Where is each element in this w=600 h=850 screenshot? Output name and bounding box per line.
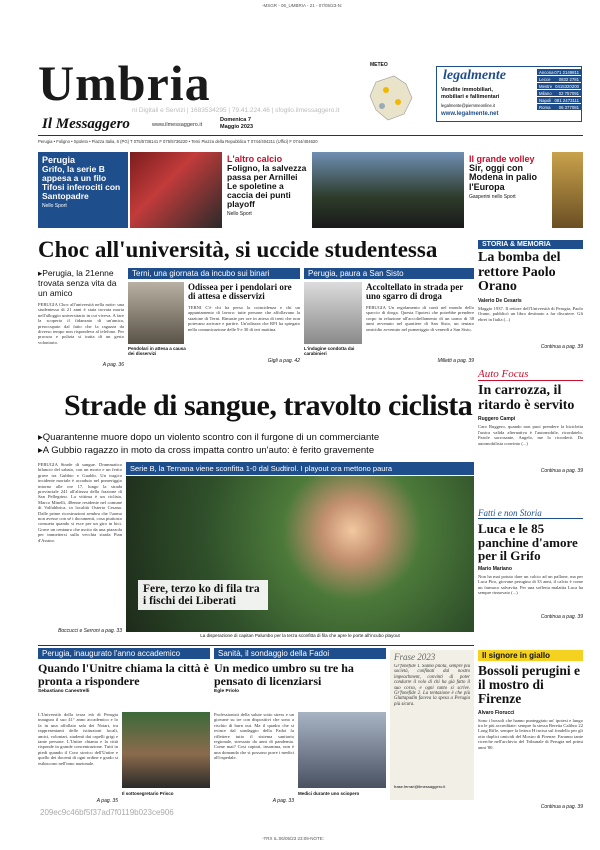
ad-phone: 02 757091 [558,90,579,96]
ad-line1: Vendite immobiliari, [441,87,493,93]
ad-city: Ancona [539,69,554,75]
sansisto-page: Milletti a pag. 39 [437,358,474,364]
ad-phone: 06 377081 [558,104,579,110]
terni-box [128,268,300,368]
section-header: Terni, una giornata da incubo sui binari [128,268,300,279]
sansisto-photo [304,282,362,344]
cycle-text: PERUGIA Strade di sangue. Drammatico bilancio del sabato, con un morto e un ferito grave tra Gubbio e Gualdo. Un tragico incidente mortale è accaduto nel pomeriggio intorno alle ore 17, lungo la strada provinciale 241 all'altezza della frazione di San Pellegrino. La vittima è un ciclista, Marco Minelli, 40enne residente nel comune di Valfabbrica, in località Osteria Cesana. Dalle prime ricostruzioni sembra che l'uomo non avesse con sé i documenti, cosa piuttosto consueta quando si esce per un giro in bici. Grave un centauro che uscito da una piazzola per immettersi sulla vecchia strada Pian d'Assino. [38,462,122,543]
sanita-caption: Medici durante uno sciopero [298,791,360,796]
cycle-headline[interactable]: Strade di sangue, travolto ciclista [64,389,473,422]
accad-page: A pag. 35 [96,798,118,804]
section-header: Perugia, inaugurato l'anno accademico [38,648,210,659]
sanita-photo [298,712,386,788]
lead-headline[interactable]: Choc all'università, si uccide studentessa [38,237,438,262]
contacts: Perugia • Foligno • Spoleto • Piazza Italia, 6 (PG) T 075/5736141 F 075/5736220 • Terni Piazza della Repubblica T 0744/404211 (Uffici) F 0744/404620 [38,139,318,144]
teaser-photo-fans [130,152,222,228]
barcode: 209ec9c46bf5f37ad7f0119b023ce906 [40,808,174,817]
sansisto-text: PERUGIA Un regolamento di conti nel mondo dello spaccio di droga. Questa l'ipotesi che potrebbe prendere corpo in relazione all'accoltellamento di un uomo di 38 anni avvenuto nel quartiere di San Sisto, un tentato omicidio avvenuto nel pomeriggio di venerdì a San Sisto. [366,305,474,332]
teaser-text: Grifo, la serie B appesa a un filo Tifosi inferociti con Santopadre [42,164,121,201]
issue-month: Maggio 2023 [220,124,254,130]
fatti-headline[interactable]: Luca e le 85 panchine d'amore per il Grifo [478,521,578,564]
lead-text: PERUGIA Choc all'università nella notte: una studentessa di 21 anni è stata trovata morta nell'alloggio universitario in cui viveva. A fare la scoperta il fidanzato di un'amica, preoccupato dal fatto che la ragazza da diverso tempo non rispondeva al telefono. Per procura e polizia si tratta di un gesto volontario. [38,302,124,345]
lead-column [38,268,124,368]
section-header: Serie B, la Ternana viene sconfitta 1-0 dal Sudtirol. I playout ora mettono paura [126,462,474,475]
lead-page: A pag. 36 [102,362,124,368]
ad-city: Napoli [539,97,552,103]
teaser-perugia[interactable] [38,152,128,228]
terni-headline[interactable]: Odissea per i pendolari ore di attesa e disservizi [188,282,292,302]
frase-box [390,650,474,800]
top-code: -MSGR - 06_UMBRIA - 21 - 07/05/23-N: [262,3,343,8]
masthead-title: Umbria [38,55,211,111]
cycle-sub2: ▸A Gubbio ragazzo in moto da cross impatta contro un'auto: è ferito gravemente [38,445,375,456]
ad-city: Mestre [539,83,553,89]
section-header: STORIA & MEMORIA [478,240,583,249]
ad-city-row [537,97,581,103]
paper-url[interactable]: www.ilmessaggero.it [152,122,203,128]
teaser-photo-player [312,152,464,228]
autofocus-text: Caro Ruggero, quando non puoi prendere la bicicletta l'unica valida alternativa è l'automobile, ricordatelo. Parole sacrosante, Angelo, me lo ricorderò. Da automobilista convinto (...) [478,424,583,446]
signore-header: Il signore in giallo [478,650,583,661]
frase-header: Frase 2023 [394,652,436,662]
sanita-author: Egle Priolo [214,689,240,695]
sansisto-box [304,268,474,368]
section-header: Sanità, il sondaggio della Fadoi [214,648,386,659]
issue-day: Domenica 7 [220,117,251,123]
accad-photo [122,712,210,788]
storia-headline[interactable]: La bomba del rettore Paolo Orano [478,250,561,295]
frase-email: frase.ferrari@ilmessaggero.it [394,784,446,789]
signore-headline[interactable]: Bossoli perugini e il mostro di Firenze [478,663,581,707]
lead-kicker: ▸Perugia, la 21enne trovata senza vita da un amico [38,268,117,298]
storia-memoria [478,240,583,350]
sansisto-caption: L'indagine condotta dai carabinieri [304,346,355,356]
storia-author: Valerio De Cesaris [478,298,522,305]
ad-city-row [537,83,581,89]
teaser-title: L'altro calcio [227,154,283,164]
ad-web: www.legalmente.net [441,111,499,117]
teaser-source: Nello Sport [227,210,252,217]
ghost-stamp: ni Digitali e Servizi | 1683534295 | 79.41.224.46 | sfoglio.ilmessaggero.it [132,107,340,114]
ad-city-list [537,69,581,111]
sanita-box [214,648,386,808]
ad-phone: 071 2149811 [554,69,579,75]
rule [38,135,583,136]
sanita-page: A pag. 33 [272,798,294,804]
signore-page: Continua a pag. 39 [540,803,583,810]
ad-phone: 0832 2781 [558,76,579,82]
terni-page: Gigli a pag. 42 [267,358,300,364]
meteo-label: METEO [370,62,388,68]
cycle-page: Boccucci e Serroni a pag. 33 [58,628,122,634]
sport-caption[interactable]: Fere, terzo ko di fila tra i fischi dei Liberati [143,583,260,608]
teaser-text: Foligno, la salvezza passa per Arnillei Le spoletine a caccia dei punti playoff [227,163,307,209]
ad-city: Roma [539,104,551,110]
fatti-author: Mario Mariano [478,565,512,572]
teaser-volley[interactable] [466,152,583,228]
meteo-map [356,62,428,130]
storia-text: Maggio 1937. Il rettore dell'Università di Perugia, Paolo Orano, pubblicò un libro destinato a far discutere. Gli ebrei in Italia (...) [478,306,583,322]
terni-photo [128,282,184,344]
accad-caption: Il sottosegretario Prisco [122,791,174,796]
autofocus-header: Auto Focus [478,368,583,381]
ad-city-row [537,90,581,96]
bottom-code: -TRX IL:06/05/23 23:09-NOTE: [262,836,325,841]
ad-city-row [537,76,581,82]
rule [38,645,474,646]
ad-city-row [537,104,581,110]
storia-page: Continua a pag. 39 [540,344,583,351]
fatti-storia [478,508,583,620]
ad-phone: 081 2473111 [554,97,579,103]
accad-box [38,648,210,808]
autofocus-page: Continua a pag. 39 [540,468,583,475]
sport-box [126,462,474,642]
autofocus-headline[interactable]: In carrozza, il ritardo è servito [478,383,575,413]
sport-caption-box [138,580,268,610]
ad-email: legalmente@piemmeonline.it [441,103,496,108]
terni-text: TERNI C'è chi ha perso la coincidenza e chi un appuntamento di lavoro: tutte persone che affollavano la stazione di Terni. Rimaste per ore in attesa di treni che non potevano arrivare e partire. Un'odissea che RFI ha spiegato nella comunicazione delle 9 e 30 di ieri mattina. [188,305,300,332]
sansisto-headline[interactable]: Accoltellato in strada per uno sgarro di droga [366,282,464,302]
terni-caption: Pendolari in attesa a causa dei disservizi [128,346,186,356]
accad-headline[interactable]: Quando l'Unitre chiama la città è pronta a rispondere [38,661,209,688]
ad-brand: legalmente [443,68,506,83]
teaser-source: Nello Sport [42,202,67,209]
teaser-title: Il grande volley [469,154,535,164]
signore-text: Sono i bossoli che hanno punteggiato un' ipotesi e lungo tra le più accreditate: sempre la stessa Beretta Calibro 22 Long Rifle, sempre la lettera H incisa sul fondello per gli otto duplici omicidi del Mostro di Firenze. Faranno tante ricerche nell'archivio del Tribunale di Perugia nel primi anni '80. [478,717,583,750]
teaser-title: Perugia [42,155,76,165]
signore-giallo [478,650,583,810]
teaser-source: Gasperini nello Sport [469,194,516,201]
teaser-text: Sir, oggi con Modena in palio l'Europa [469,163,538,192]
teaser-calcio[interactable] [224,152,310,228]
sanita-text: Professionisti della salute sotto stress e un giovane su tre con dispositivi che sono a rischio di burn out. Ma il quadro che si evince dal sondaggio della Fadoi fa riflettere tutto il sistema sanitario regionale, stressato da anni di pandemia. Come mai? Cosi capirai, insomma, non è una domanda che si possono porre i medici all'ospedale. [214,712,294,761]
autofocus-author: Ruggero Campi [478,416,516,423]
cycle-column [38,462,122,634]
sport-photo-caption: La disperazione di capitan Palumbo per la terza sconfitta di fila che apre le porte all'incubo playout [200,633,400,638]
accad-text: L'Università della terza età di Perugia inaugura il suo 41° anno accademico e lo fa in una affollata sala dei Notari, tra rappresentanti delle istituzioni locali, amici, volontari, studenti dai capelli grigi e tante persone. L'Unitre chiama e la città risponde in grande concentrazione. Tutti in piedi quando il Coro storico dell'Unitre e quello dei docenti di ogni ordine e grado si esibiscono nell'inno nazionale. [38,712,118,766]
ad-city: Lecce [539,76,551,82]
ad-city: Milano [539,90,552,96]
legalmente-ad[interactable] [436,66,582,122]
ad-city-row [537,69,581,75]
fatti-text: Non ha mai potuto dare un calcio ad un pallone, ma per Luca Piro, giovane perugino di 33 anni, il calcio è come un farmaco salvavita. Per una sofferta malattia Luca ha sempre rinnovato (...) [478,573,583,596]
accad-author: Sebastiano Canestrelli [38,689,90,695]
teaser-volley-photo [552,152,583,228]
paper-name: Il Messaggero [42,116,130,132]
teaser-row [38,152,583,228]
frase-text: Gr'fonefide 1. Siamo pilota, sempre più società, confinati dal nostro impeachment, convinti di poter condurre il volo di chi ha già fatto il suo corso, e ogni tanto si scrive. Gr'fonefide 2. La tentazione è che più Gluttapadin faceva la spesa a Perugia più sicura. [394,664,470,707]
fatti-header: Fatti e non Storia [478,508,583,519]
section-header: Perugia, paura a San Sisto [304,268,474,279]
cycle-sub1: ▸Quarantenne muore dopo un violento scontro con il furgone di un commerciante [38,432,380,443]
sanita-headline[interactable]: Un medico umbro su tre ha pensato di licenziarsi [214,661,354,688]
fatti-page: Continua a pag. 39 [540,613,583,620]
ad-line2: mobiliari e fallimentari [441,94,500,100]
autofocus [478,368,583,474]
signore-author: Alvaro Fiorucci [478,709,515,716]
ad-phone: 0415320200 [555,83,579,89]
